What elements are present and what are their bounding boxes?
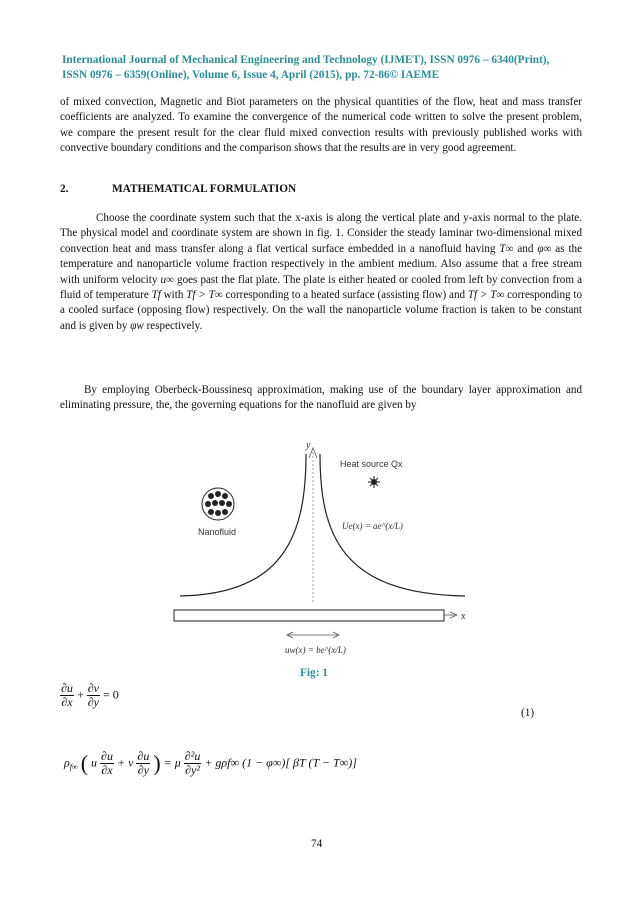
- para2-text-3: goes past the flat plate. The plate is either heated or cooled from left by convection from a fluid of temperature: [60, 273, 582, 302]
- eq2-rho-sub: f∞: [69, 762, 78, 772]
- continuity-equation: [60, 682, 119, 709]
- physical-model-figure: [170, 434, 480, 694]
- eq1-plus: +: [76, 687, 84, 702]
- eq1-rhs: = 0: [102, 687, 119, 702]
- journal-header-line1: International Journal of Mechanical Engineering and Technology (IJMET), ISSN 0976 – 6340(Print),: [62, 54, 550, 66]
- para2-text-5: corresponding to a cooled surface (opposing flow) respectively. On the wall the nanoparticle volume fraction is taken to be constant and is given by: [60, 289, 583, 332]
- eq2-buoyancy-term: + gρf∞ (1 − φ∞)[ βT (T − T∞)]: [204, 755, 357, 770]
- para2-text-2: as the temperature and nanoparticle volume fraction respectively in the ambient medium. Also assume that a free stream with uniform velocity: [60, 242, 582, 286]
- left-boundary-curve: [180, 454, 306, 596]
- page-number: 74: [311, 838, 323, 850]
- section-heading: [60, 183, 296, 195]
- para2-text-1: Choose the coordinate system such that the x-axis is along the vertical plate and y-axis normal to the plate. The physical model and coordinate system are shown in fig. 1. Consider the steady laminar two-dimensional mixed convection heat and mass transfer along a flat vertical surface embedded in a nanofluid having: [60, 212, 582, 255]
- du-dx-fraction: $\frac{\partial u}{\partial x}$: [61, 681, 73, 709]
- eq2-d2u-dy2: $\frac{\text{∂²u}}{\text{∂y²}}$: [184, 749, 201, 777]
- symbol-phi-infinity: φ∞: [537, 242, 552, 255]
- dv-dy-fraction: $\frac{\partial v}{\partial y}$: [87, 681, 99, 709]
- flat-plate: [174, 610, 444, 621]
- section-number: 2.: [60, 183, 69, 195]
- eq2-du-dy: $\frac{\partial u}{\partial y}$: [137, 749, 150, 777]
- journal-header: [62, 53, 582, 83]
- heat-source-icon: [368, 476, 380, 488]
- journal-header-line2: ISSN 0976 – 6359(Online), Volume 6, Issue 4, April (2015), pp. 72-86© IAEME: [62, 69, 440, 81]
- nanofluid-label: Nanofluid: [198, 527, 237, 537]
- equation-number-1: (1): [521, 707, 535, 719]
- symbol-t-f: Tf: [151, 289, 161, 302]
- intro-paragraph: of mixed convection, Magnetic and Biot parameters on the physical quantities of the flow, heat and mass transfer coefficients are analyzed. To examine the convergence of the numerical code written to solve the present problem, we compare the present result for the clear fluid mixed convection results with previously published works with convective boundary conditions and the comparison shows that the results are in very good agreement.: [60, 96, 582, 155]
- condition-heated: Tf > T∞: [186, 289, 223, 302]
- condition-cooled: Tf > T∞: [467, 289, 505, 302]
- eq2-rho: ρ: [64, 755, 70, 770]
- para2-text-6: respectively.: [146, 319, 203, 332]
- eq2-du-dx: $\frac{\partial u}{\partial x}$: [101, 749, 113, 777]
- eq2-u: u: [91, 755, 98, 770]
- x-axis-label: x: [461, 611, 466, 622]
- para2-text-4: corresponding to a heated surface (assisting flow) and: [225, 289, 466, 302]
- uw-label: uw(x) = be^(x/L): [285, 645, 346, 655]
- nanofluid-particle-cluster: [202, 488, 234, 520]
- governing-equations-intro: By employing Oberbeck-Boussinesq approximation, making use of the boundary layer approximation and eliminating pressure, the, the governing equations for the nanofluid are given by: [60, 384, 582, 412]
- heat-source-label: Heat source Qx: [340, 459, 403, 469]
- momentum-equation: $\rho_{f\infty}$ ( u $\frac{\partial u}{\partial x}$ + v $\frac{\partial u}{\partial y}$ ) = μ $\frac{\text{∂²u}}{\text{∂y²}}$ + gρf∞ (1 − φ∞)[ βT (T − T∞)]: [64, 749, 357, 777]
- y-axis-label: y: [306, 440, 311, 451]
- para2-with: with: [163, 289, 184, 302]
- eq2-eq-mu: = μ: [163, 755, 181, 770]
- symbol-t-infinity: T∞: [499, 242, 514, 255]
- eq2-plus-v: + v: [116, 755, 134, 770]
- ue-label: Ue(x) = ae^(x/L): [342, 521, 403, 531]
- formulation-paragraph: [60, 211, 582, 334]
- section-title: MATHEMATICAL FORMULATION: [112, 183, 297, 195]
- symbol-phi-w: φw: [130, 319, 144, 332]
- figure-caption: Fig: 1: [300, 667, 328, 679]
- symbol-u-infinity: u∞: [160, 273, 174, 286]
- para2-and: and: [517, 242, 534, 255]
